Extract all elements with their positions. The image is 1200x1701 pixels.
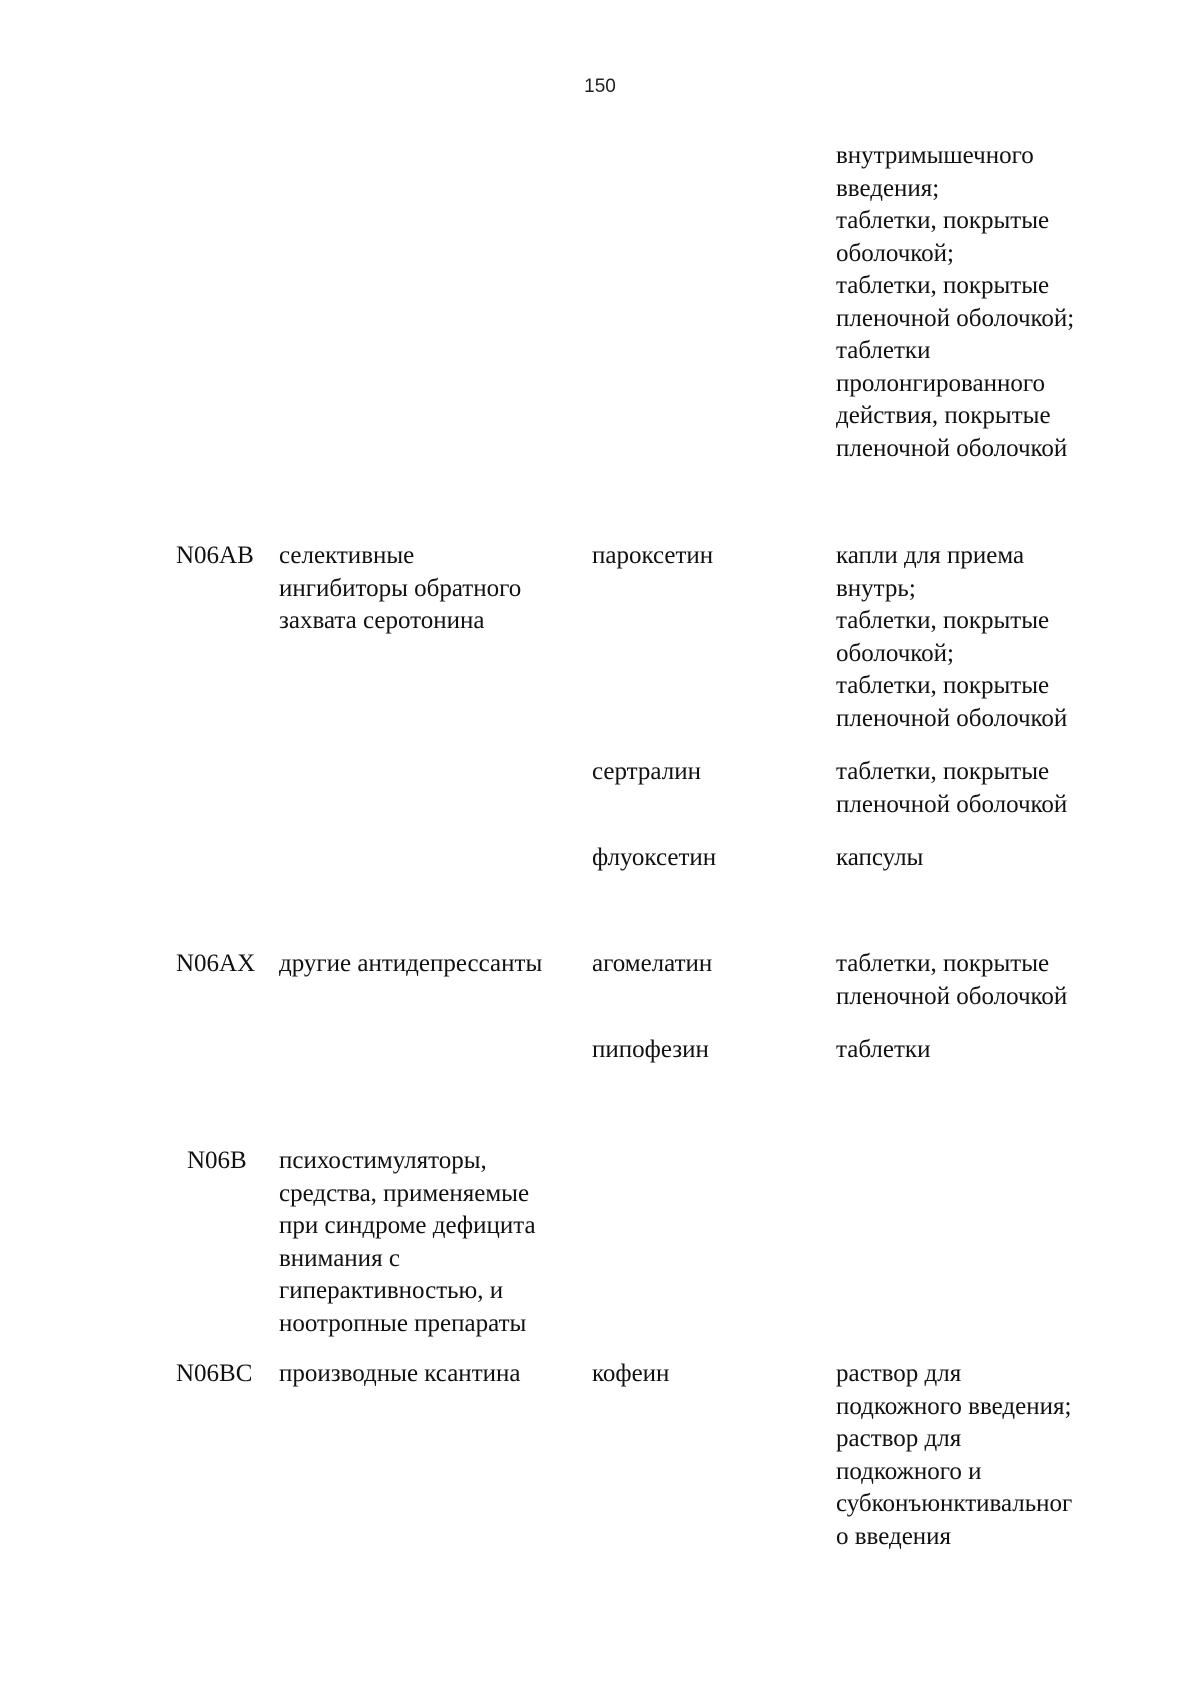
page-number: 150 — [584, 76, 616, 97]
dosage-form: таблетки, покрытые пленочной оболочкой — [836, 950, 1068, 1010]
dosage-form: раствор для подкожного введения; раствор для подкожного и субконъюнктивальног о введения — [836, 1360, 1073, 1550]
dosage-form: таблетки, покрытые пленочной оболочкой — [836, 758, 1068, 818]
pharmacological-group: селективные ингибиторы обратного захвата серотонина — [279, 542, 522, 634]
atc-code: N06BC — [176, 1360, 253, 1387]
pharmacological-group: другие антидепрессанты — [279, 950, 543, 977]
dosage-form: таблетки — [836, 1036, 931, 1063]
drug-name: флуоксетин — [592, 844, 717, 871]
atc-code: N06AX — [176, 950, 256, 977]
dosage-form: капсулы — [836, 844, 924, 871]
drug-name: кофеин — [592, 1360, 670, 1387]
drug-name: пароксетин — [592, 542, 714, 569]
atc-code: N06B — [187, 1147, 247, 1174]
continuation-dosage-form: внутримышечного введения; таблетки, покрытые оболочкой; таблетки, покрытые пленочной оболочкой; таблетки пролонгированного действия, покрытые пленочной оболочкой — [836, 142, 1075, 462]
drug-name: пипофезин — [592, 1036, 709, 1063]
drug-name: агомелатин — [592, 950, 713, 977]
atc-code: N06AB — [176, 542, 254, 569]
dosage-form: капли для приема внутрь; таблетки, покрытые оболочкой; таблетки, покрытые пленочной оболочкой — [836, 542, 1068, 732]
drug-name: сертралин — [592, 758, 701, 785]
pharmacological-group: психостимуляторы, средства, применяемые при синдроме дефицита внимания с гиперактивностью, и ноотропные препараты — [279, 1147, 536, 1337]
pharmacological-group: производные ксантина — [279, 1360, 521, 1387]
